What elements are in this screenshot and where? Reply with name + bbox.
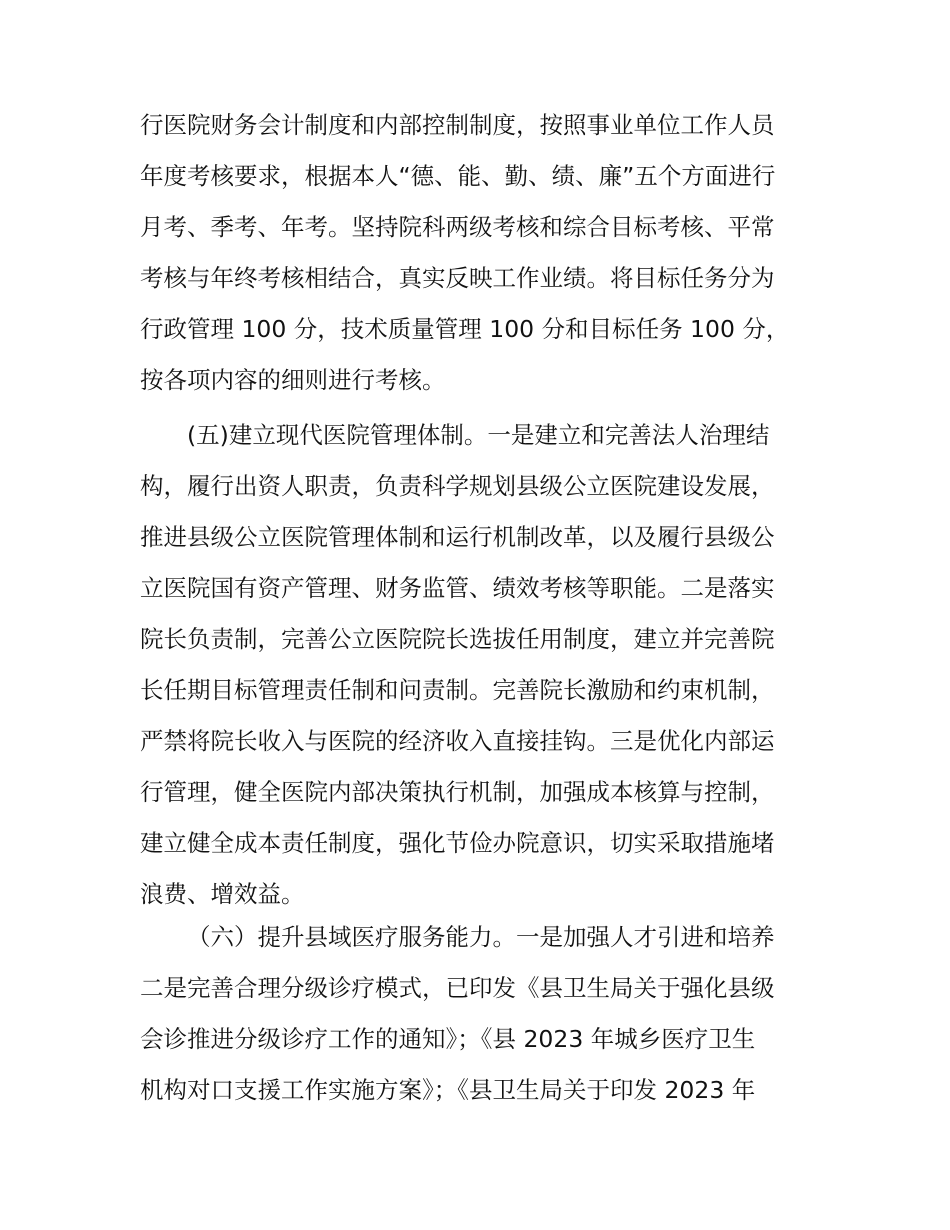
text-line: 建立健全成本责任制度，强化节俭办院意识，切实采取措施堵 [140,829,775,857]
text-line: 推进县级公立医院管理体制和运行机制改革，以及履行县级公 [140,523,775,551]
text-line: 构，履行出资人职责，负责科学规划县级公立医院建设发展， [140,472,775,500]
text-line: 浪费、增效益。 [140,880,305,908]
text-line: 长任期目标管理责任制和问责制。完善院长激励和约束机制， [140,676,775,704]
text-line: 院长负责制，完善公立医院院长选拔任用制度，建立并完善院 [140,625,775,653]
text-line: 行医院财务会计制度和内部控制制度，按照事业单位工作人员 [140,111,775,139]
text-line: 年度考核要求，根据本人“德、能、勤、绩、廉”五个方面进行 [140,162,776,190]
text-line: 会诊推进分级诊疗工作的通知》；《县 2023 年城乡医疗卫生 [140,1025,756,1053]
text-line: 按各项内容的细则进行考核。 [140,366,446,394]
text-line: 考核与年终考核相结合，真实反映工作业绩。将目标任务分为 [140,264,775,292]
section-heading-line: (五)建立现代医院管理体制。一是建立和完善法人治理结 [187,421,770,449]
text-line: 严禁将院长收入与医院的经济收入直接挂钩。三是优化内部运 [140,727,775,755]
text-line: 二是完善合理分级诊疗模式，已印发《县卫生局关于强化县级 [140,974,775,1002]
text-line: 行管理，健全医院内部决策执行机制，加强成本核算与控制， [140,778,775,806]
section-heading-line: （六）提升县域医疗服务能力。一是加强人才引进和培养 [187,923,775,951]
text-line: 立医院国有资产管理、财务监管、绩效考核等职能。二是落实 [140,574,775,602]
text-line: 月考、季考、年考。坚持院科两级考核和综合目标考核、平常 [140,213,775,241]
text-line: 行政管理 100 分，技术质量管理 100 分和目标任务 100 分， [140,315,790,343]
text-line: 机构对口支援工作实施方案》；《县卫生局关于印发 2023 年 [140,1076,756,1104]
